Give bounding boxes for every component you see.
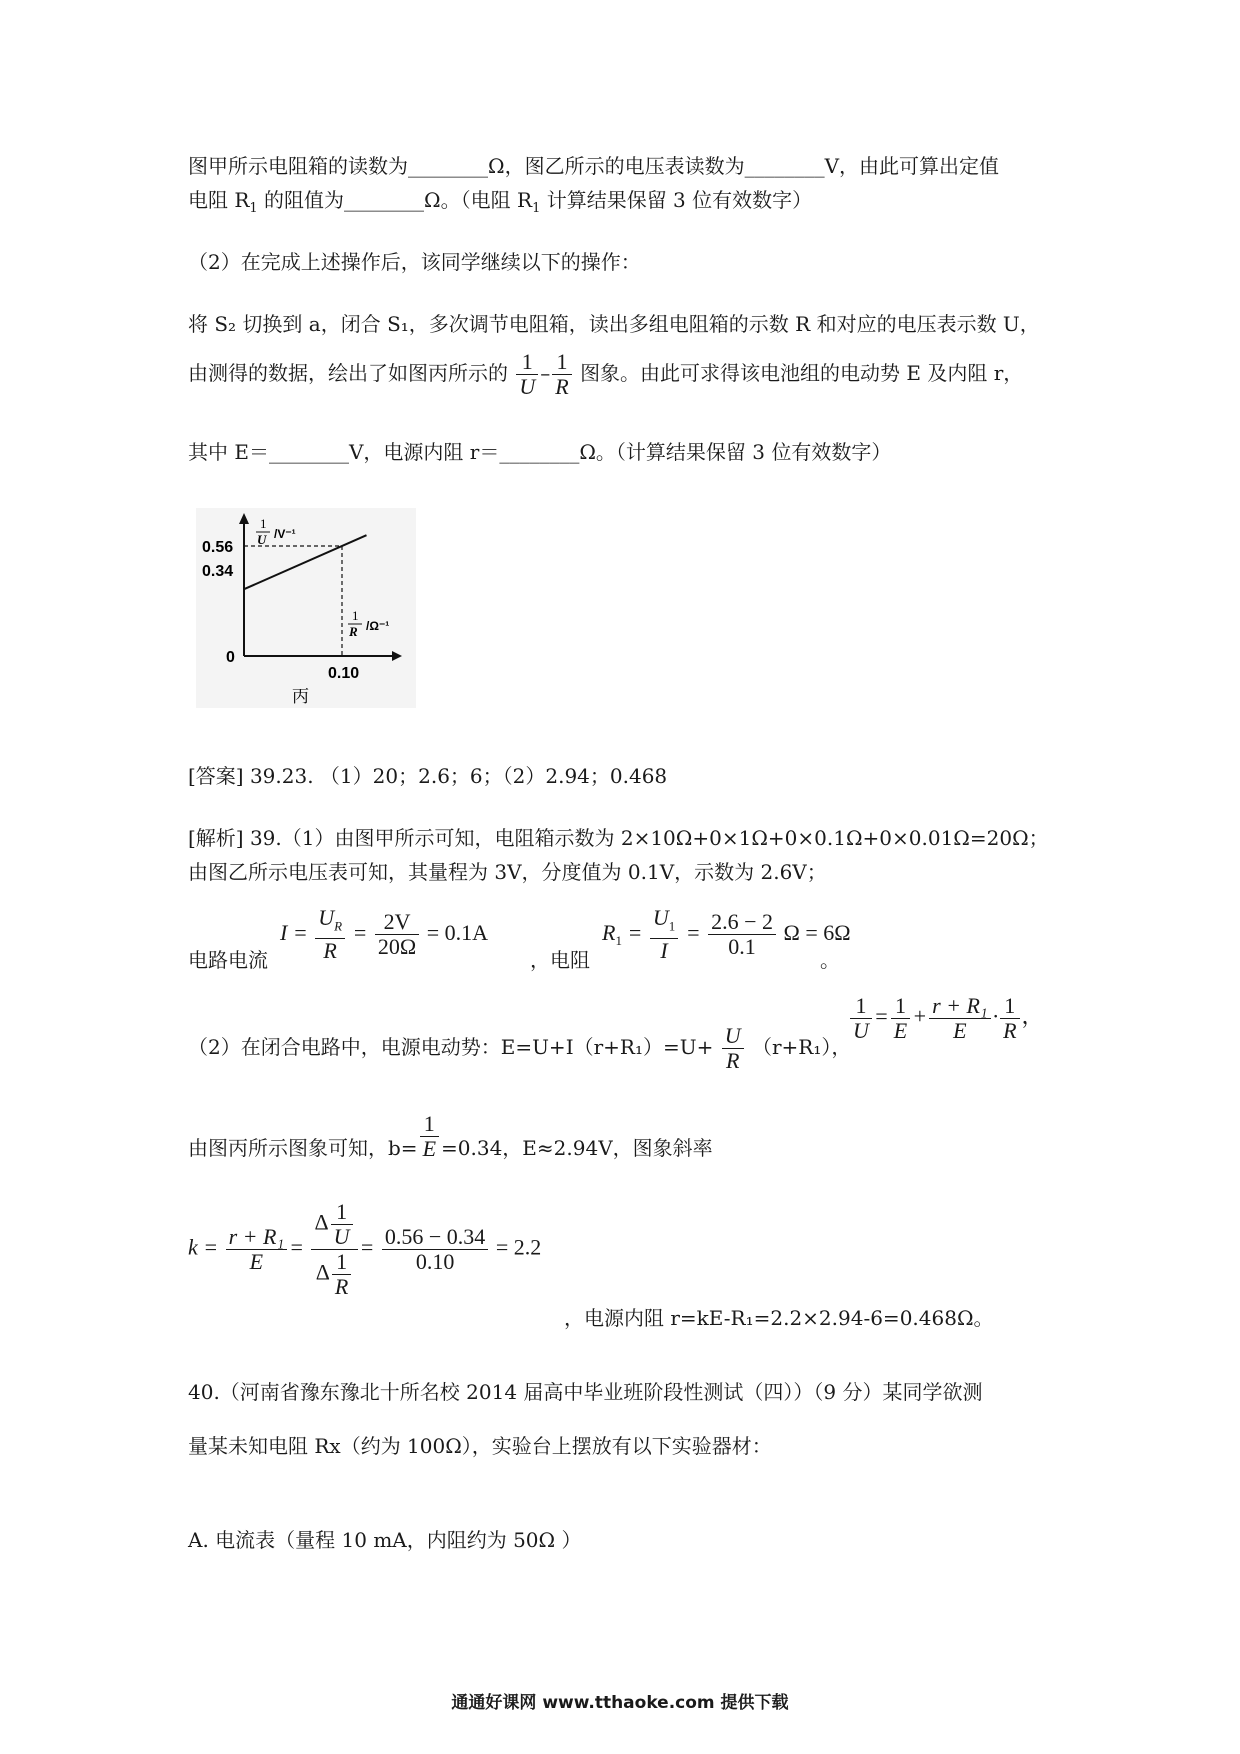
q39-part2-line3: 其中 E＝________V，电源内阻 r＝________Ω。（计算结果保留 3 位有效数字） (188, 440, 892, 464)
q40-line-2: 量某未知电阻 Rx（约为 100Ω），实验台上摆放有以下实验器材： (188, 1434, 772, 1458)
text-segment: 计算结果保留 3 位有效数字） (540, 188, 813, 212)
symbol-k: k = (188, 1234, 219, 1260)
denominator: E (249, 1249, 264, 1274)
fraction-1-over-R (552, 350, 571, 399)
page-footer: 通通好课网 www.tthaoke.com 提供下载 (451, 1693, 789, 1713)
numerator: 0.56 − 0.34 (382, 1225, 488, 1250)
symbol-U: U (318, 905, 335, 930)
symbol-U: U (652, 905, 669, 930)
internal-resistance-line: ，电源内阻 r=kE-R₁=2.2×2.94-6=0.468Ω。 (564, 1306, 994, 1330)
denominator: U (519, 374, 536, 399)
q40-line-1: 40.（河南省豫东豫北十所名校 2014 届高中毕业班阶段性测试（四））（9 分）某同学欲测 (188, 1380, 983, 1404)
fraction-1-over-U (516, 350, 538, 399)
subscript: 1 (668, 918, 676, 934)
symbol-I: I (280, 919, 288, 945)
fraction-1-over-E (420, 1112, 439, 1161)
tick-label-056: 0.56 (202, 539, 234, 556)
tick-label-010: 0.10 (328, 665, 360, 682)
fraction-rR1-over-E (226, 1225, 288, 1274)
q39-part2-intro: （2）在完成上述操作后，该同学继续以下的操作： (188, 250, 641, 274)
denominator: R (725, 1048, 740, 1073)
subscript: R (334, 918, 343, 934)
slope-equation: k = $\frac{\text{r + R₁}}{E}$ = Δ $\frac{1}{U}$ Δ $\frac{1}{R}$ = $\frac{0.56 - 0.34}{0.10}$ = 2.2 (188, 1199, 542, 1299)
q40-item-a: A. 电流表（量程 10 mA，内阻约为 50Ω ） (188, 1528, 582, 1552)
numerator: r + R₁ (226, 1225, 288, 1250)
numerator: 1 (1000, 994, 1019, 1019)
x-axis-label-num: 1 (352, 608, 359, 623)
subscript: 1 (532, 201, 541, 216)
text-segment: （r+R₁）， (751, 1035, 852, 1059)
fraction-1-over-U (331, 1200, 353, 1249)
text-segment: 图象。由此可求得该电池组的电动势 E 及内阻 r， (580, 361, 1024, 385)
numerator: 1 (552, 350, 571, 375)
fraction-1-over-R (1000, 994, 1019, 1043)
tick-label-0: 0 (226, 649, 235, 666)
fraction-UR-over-R (315, 906, 345, 963)
symbol-I: I (660, 938, 668, 964)
y-axis-label-den: U (257, 532, 267, 547)
numerator: 2.6 − 2 (708, 910, 776, 935)
figure-caption: 丙 (292, 687, 309, 707)
numerator: 1 (850, 994, 872, 1019)
analysis-line-1: [解析] 39.（1）由图甲所示可知，电阻箱示数为 2×10Ω+0×1Ω+0×0.1Ω+0×0.01Ω=20Ω； (188, 826, 1049, 850)
text-segment: =0.34，E≈2.94V，图象斜率 (441, 1136, 713, 1160)
denominator: U (333, 1224, 350, 1249)
resistor-label: ，电阻 (530, 948, 590, 972)
text-segment: 的阻值为________Ω。（电阻 R (257, 188, 533, 212)
denominator: U (853, 1018, 869, 1043)
period: 。 (820, 948, 840, 972)
figure-background (196, 508, 416, 708)
q39-part2-line1: 将 S₂ 切换到 a，闭合 S₁，多次调节电阻箱，读出多组电阻箱的示数 R 和对应的电压表示数 U， (188, 312, 1040, 336)
result: Ω = 6Ω (783, 919, 851, 945)
result: = 2.2 (495, 1234, 542, 1260)
fraction-U1-over-I (650, 906, 678, 963)
denominator: 0.1 (728, 934, 756, 960)
fraction-U-over-R (722, 1024, 744, 1073)
text-segment: 由图丙所示图象可知，b= (188, 1136, 418, 1160)
numerator: 1 (891, 994, 910, 1019)
numerator: 1 (331, 1200, 353, 1225)
denominator: R (1003, 1018, 1017, 1043)
graph-figure-bing (196, 508, 416, 708)
denominator: 0.10 (415, 1249, 455, 1274)
numerator: r + R₁ (929, 994, 991, 1019)
dash: – (540, 361, 551, 385)
fraction-rR1-over-E (929, 994, 991, 1043)
denominator: 20Ω (377, 934, 417, 960)
x-axis-unit: /Ω⁻¹ (366, 619, 390, 633)
numerator: 2V (375, 910, 419, 935)
reciprocal-equation: $\frac{1}{U}$ = $\frac{1}{E}$ + $\frac{\text{r + R₁}}{E}$ · $\frac{1}{R}$ ， (848, 994, 1044, 1043)
numerator: 1 (420, 1112, 439, 1137)
fraction-1-over-E (891, 994, 910, 1043)
text-segment: 电阻 R (188, 188, 250, 212)
numerator: 1 (332, 1250, 351, 1275)
delta: Δ (314, 1209, 329, 1235)
q39-blank-line-2 (188, 186, 812, 223)
fraction-1-over-U (850, 994, 872, 1043)
text-segment: （2）在闭合电路中，电源电动势：E=U+I（r+R₁）=U+ (188, 1035, 714, 1059)
denominator: R (555, 374, 569, 399)
fraction-2V-over-20 (375, 910, 419, 959)
comma: ， (1021, 1003, 1044, 1029)
text-segment: 由测得的数据，绘出了如图丙所示的 (188, 361, 508, 385)
q39-part2-line2 (188, 350, 1023, 399)
intercept-line (188, 1112, 713, 1161)
fraction-numeric (382, 1225, 488, 1274)
subscript: 1 (249, 201, 258, 216)
denominator: R (334, 1274, 349, 1299)
fraction-delta-ratio (311, 1200, 357, 1299)
delta: Δ (315, 1259, 330, 1285)
denominator: E (953, 1018, 967, 1043)
current-label: 电路电流 (188, 948, 268, 972)
denominator: E (893, 1018, 908, 1043)
current-equation: I = $\frac{U_R}{R}$ = $\frac{2V}{20\Omega}$ = 0.1A (280, 905, 489, 964)
analysis-line-2: 由图乙所示电压表可知，其量程为 3V，分度值为 0.1V，示数为 2.6V； (188, 860, 827, 884)
numerator: 1 (516, 350, 538, 375)
numerator: U (722, 1024, 744, 1049)
analysis-part2 (188, 1024, 851, 1073)
symbol-R: R (323, 938, 337, 964)
resistance-equation: $R_1$ = $\frac{U_1}{I}$ = $\frac{2.6 - 2}{0.1}$ Ω = 6Ω (602, 905, 851, 964)
symbol-R: R (602, 919, 616, 945)
denominator: E (422, 1136, 437, 1161)
tick-label-034: 0.34 (202, 563, 234, 580)
subscript: 1 (615, 933, 622, 949)
result: = 0.1A (426, 919, 489, 945)
answer-line: [答案] 39.23. （1）20；2.6；6；（2）2.94；0.468 (188, 764, 668, 788)
fraction-1-over-R (332, 1250, 351, 1299)
x-axis-label-den: R (349, 624, 358, 639)
q39-blank-line-1: 图甲所示电阻箱的读数为________Ω，图乙所示的电压表读数为________V，由此可算出定值 (188, 154, 1000, 178)
y-axis-unit: /V⁻¹ (274, 527, 296, 541)
fraction-numeric (708, 910, 776, 959)
y-axis-label-num: 1 (260, 516, 267, 531)
